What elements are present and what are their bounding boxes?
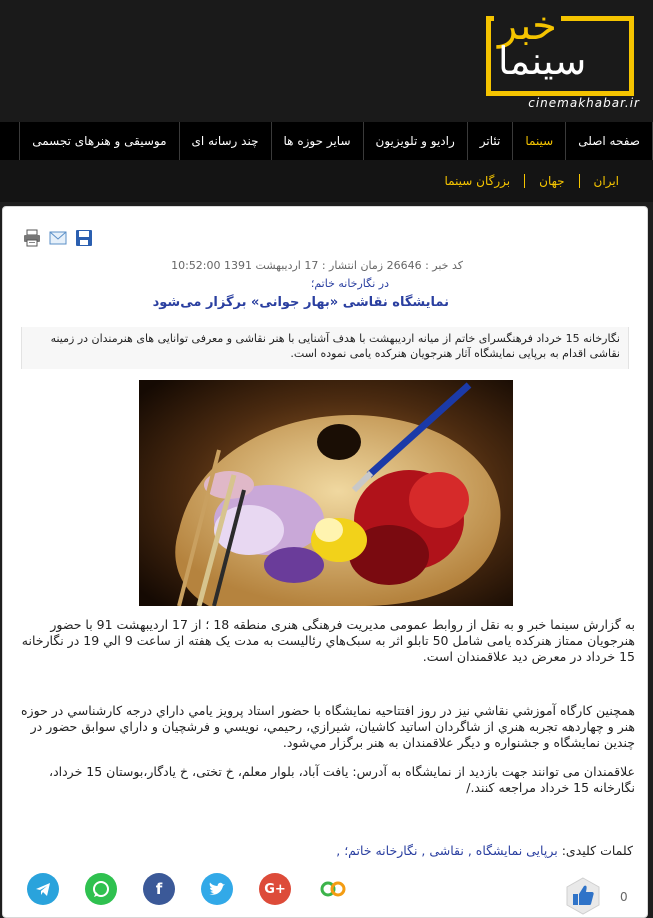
cloob-icon[interactable] <box>317 873 349 905</box>
facebook-icon[interactable]: f <box>143 873 175 905</box>
logo-url: cinemakhabar.ir <box>528 96 640 110</box>
nav-item-radio-tv[interactable]: رادیو و تلویزیون <box>363 122 467 160</box>
nav-item-cinema[interactable]: سینما <box>512 122 565 160</box>
twitter-icon[interactable] <box>201 873 233 905</box>
like-icon[interactable] <box>564 877 602 915</box>
subnav-item-cinema-greats[interactable]: بزرگان سینما <box>444 174 511 188</box>
share-bar <box>27 873 349 905</box>
article-paragraph-1: به گزارش سینما خبر و به نقل از روابط عمومی مدیریت فرهنگی هنری منطقه 18 ؛ از 17 اردیبهشت 91 با حضور هنرجویان ممتاز هنرکده یامی شامل 50 تابلو اثر به سبک‌هاي رئاليست به مدت یک هفته از ساعت 9 الي 19 در نگارخانه 15 خرداد در معرض دید علاقمندان است. <box>21 617 635 664</box>
article-panel <box>2 206 648 918</box>
article-keywords <box>3 843 633 858</box>
article-tools <box>23 229 93 247</box>
subnav-item-world[interactable]: جهان <box>524 174 578 188</box>
article-paragraph-2: همچنین کارگاه آموزشي نقاشي نيز در روز افتتاحیه نمايشگاه با حضور استاد پرويز يامي داراي درجه کارشناسي در حوزه هنر و چهاردهه تجربه هنري از شاگردان اساتيد کاشيان، شيرازي، رحيمي، نويسي و فرشچيان و داراي سوابق حضور در چندين نمايشگاه و جشنواره و ديگر علاقمندان به هنر برگزار مي‌شود. <box>20 703 635 750</box>
site-header <box>0 0 653 122</box>
article-paragraph-3: علاقمندان می توانند جهت بازدید از نمایشگاه به آدرس: یافت آباد، بلوار معلم، خ تختی، خ یادگار،بوستان 15 خرداد، نگارخانه 15 خرداد مراجعه کنند./ <box>49 764 635 795</box>
article-lead-label: در نگارخانه خاتم؛ <box>310 277 389 290</box>
save-icon[interactable] <box>75 229 93 247</box>
keywords-label: کلمات کلیدی: <box>561 843 633 858</box>
article-meta: کد خبر : 26646 زمان انتشار : 17 اردیبهشت 1391 10:52:00 <box>171 259 463 272</box>
article-image-painter-palette <box>139 380 513 606</box>
printer-icon[interactable] <box>23 229 41 247</box>
nav-item-multimedia[interactable]: چند رسانه ای <box>179 122 271 160</box>
nav-item-music-arts[interactable]: موسیقی و هنرهای تجسمی <box>19 122 178 160</box>
google-plus-icon[interactable]: G+ <box>259 873 291 905</box>
keywords-links[interactable]: برپایی نمایشگاه , نقاشی , نگارخانه خاتم؛ , <box>336 843 558 858</box>
site-logo[interactable] <box>484 3 644 116</box>
subnav-item-iran[interactable]: ایران <box>579 174 633 188</box>
article-title[interactable]: نمایشگاه نقاشی «بهار جوانی» برگزار می‌شود <box>152 295 449 310</box>
nav-item-other[interactable]: سایر حوزه ها <box>271 122 363 160</box>
nav-item-home[interactable]: صفحه اصلی <box>565 122 653 160</box>
nav-item-theater[interactable]: تئاتر <box>467 122 513 160</box>
sub-nav <box>0 160 653 202</box>
like-count: 0 <box>620 890 628 904</box>
main-nav <box>0 122 653 160</box>
article-summary: نگارخانه 15 خرداد فرهنگسرای خاتم از میانه اردیبهشت با هدف آشنایی با هنر نقاشی و معرفی توانایی های هنرمندان در زمینه نقاشی اقدام به برپایی نمایشگاه آثار هنرجویان هنرکده یامی نموده است. <box>21 327 629 369</box>
telegram-icon[interactable] <box>27 873 59 905</box>
logo-word-cinema: سینما <box>498 39 587 83</box>
logo-word-khabar: خبر <box>494 4 561 48</box>
whatsapp-icon[interactable] <box>85 873 117 905</box>
email-icon[interactable] <box>49 229 67 247</box>
